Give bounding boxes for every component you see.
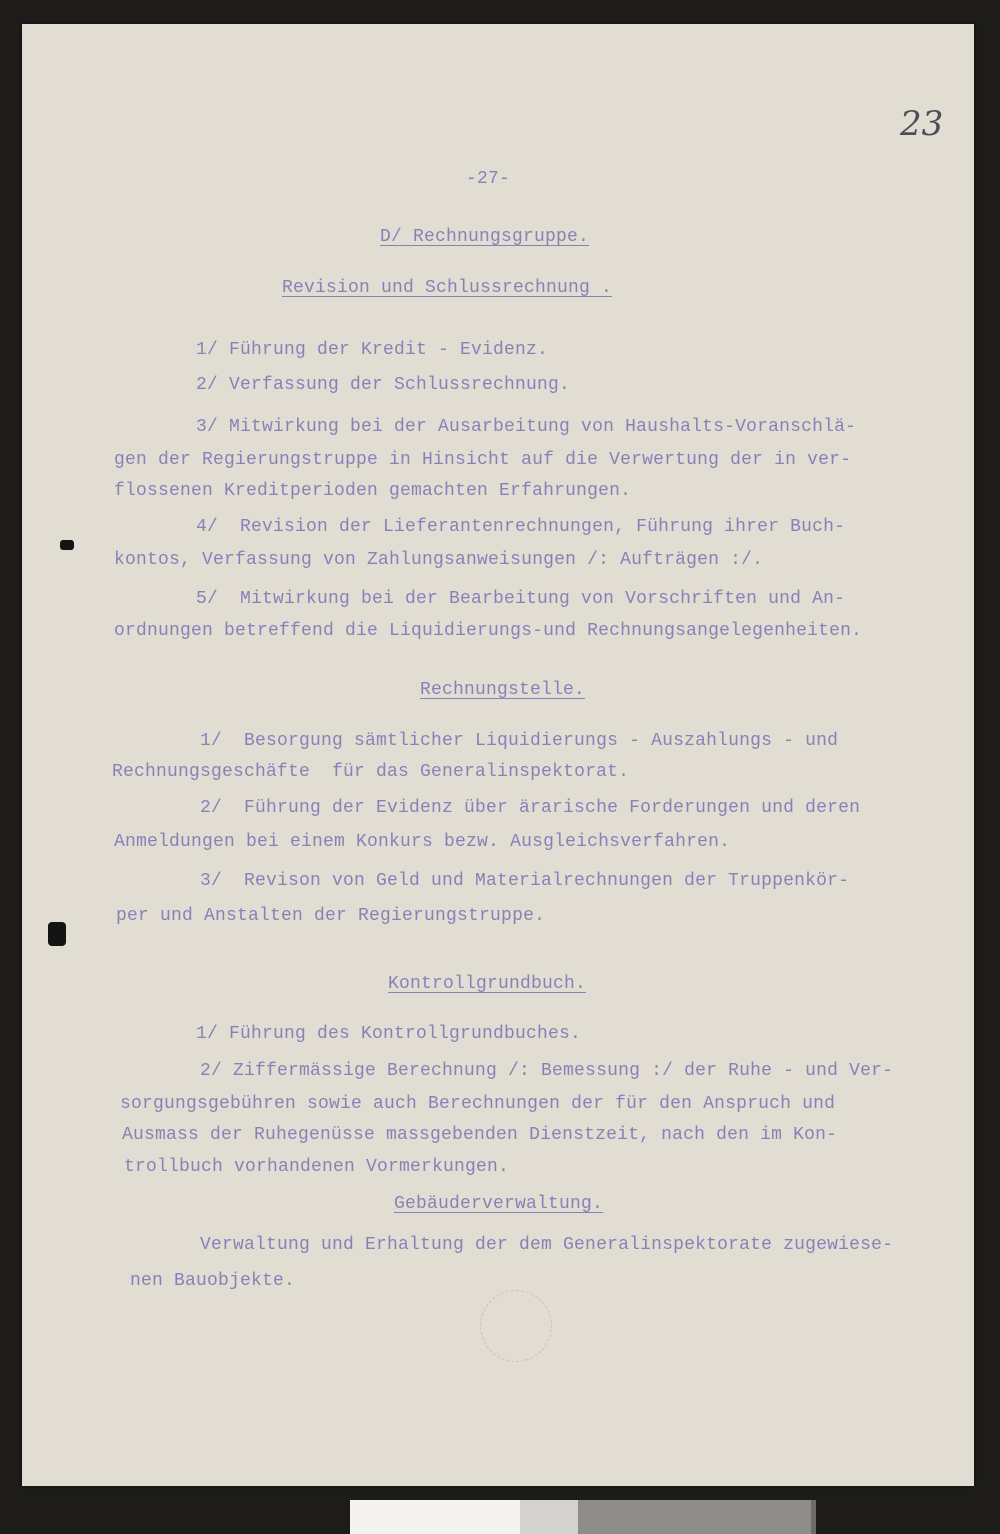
- text-line: sorgungsgebühren sowie auch Berechnungen der für den Anspruch und: [120, 1094, 836, 1114]
- text-line: 2/ Verfassung der Schlussrechnung.: [196, 375, 571, 395]
- color-calibration-strip: [578, 1500, 811, 1534]
- text-line: trollbuch vorhandenen Vormerkungen.: [124, 1157, 510, 1177]
- hole-punch-mark: [48, 922, 66, 946]
- handwritten-page-number: 23: [900, 104, 944, 144]
- text-line: 1/ Besorgung sämtlicher Liquidierungs - Auszahlungs - und: [200, 731, 839, 751]
- text-line: gen der Regierungstruppe in Hinsicht auf die Verwertung der in ver-: [114, 450, 852, 470]
- text-line: flossenen Kreditperioden gemachten Erfahrungen.: [114, 481, 632, 501]
- text-line: Verwaltung und Erhaltung der dem Generalinspektorate zugewiese-: [200, 1235, 894, 1255]
- text-line: Rechnungsgeschäfte für das Generalinspektorat.: [112, 762, 630, 782]
- color-calibration-strip: [811, 1500, 816, 1534]
- text-line: ordnungen betreffend die Liquidierungs-und Rechnungsangelegenheiten.: [114, 621, 863, 641]
- text-line: per und Anstalten der Regierungstruppe.: [116, 906, 546, 926]
- heading-rechnungstelle: Rechnungstelle.: [420, 680, 586, 700]
- hole-punch-mark: [60, 540, 74, 550]
- text-line: 1/ Führung der Kredit - Evidenz.: [196, 340, 549, 360]
- heading-kontrollgrundbuch: Kontrollgrundbuch.: [388, 974, 587, 994]
- text-line: Anmeldungen bei einem Konkurs bezw. Ausgleichsverfahren.: [114, 832, 731, 852]
- subheading-revision: Revision und Schlussrechnung .: [282, 278, 613, 298]
- text-line: 3/ Revison von Geld und Materialrechnungen der Truppenkör-: [200, 871, 850, 891]
- text-line: 3/ Mitwirkung bei der Ausarbeitung von Haushalts-Voranschlä-: [196, 417, 857, 437]
- text-line: nen Bauobjekte.: [130, 1271, 296, 1291]
- heading-gebaeudeverwaltung: Gebäuderverwaltung.: [394, 1194, 604, 1214]
- faint-stamp: [480, 1290, 552, 1362]
- heading-rechnungsgruppe: D/ Rechnungsgruppe.: [380, 227, 590, 247]
- text-line: 2/ Führung der Evidenz über ärarische Forderungen und deren: [200, 798, 861, 818]
- text-line: 2/ Ziffermässige Berechnung /: Bemessung :/ der Ruhe - und Ver-: [200, 1061, 894, 1081]
- typed-page-number: -27-: [466, 169, 511, 189]
- text-line: kontos, Verfassung von Zahlungsanweisungen /: Aufträgen :/.: [114, 550, 764, 570]
- text-line: 1/ Führung des Kontrollgrundbuches.: [196, 1024, 582, 1044]
- text-line: 5/ Mitwirkung bei der Bearbeitung von Vorschriften und An-: [196, 589, 846, 609]
- color-calibration-strip: [520, 1500, 578, 1534]
- text-line: 4/ Revision der Lieferantenrechnungen, Führung ihrer Buch-: [196, 517, 846, 537]
- text-line: Ausmass der Ruhegenüsse massgebenden Dienstzeit, nach den im Kon-: [122, 1125, 838, 1145]
